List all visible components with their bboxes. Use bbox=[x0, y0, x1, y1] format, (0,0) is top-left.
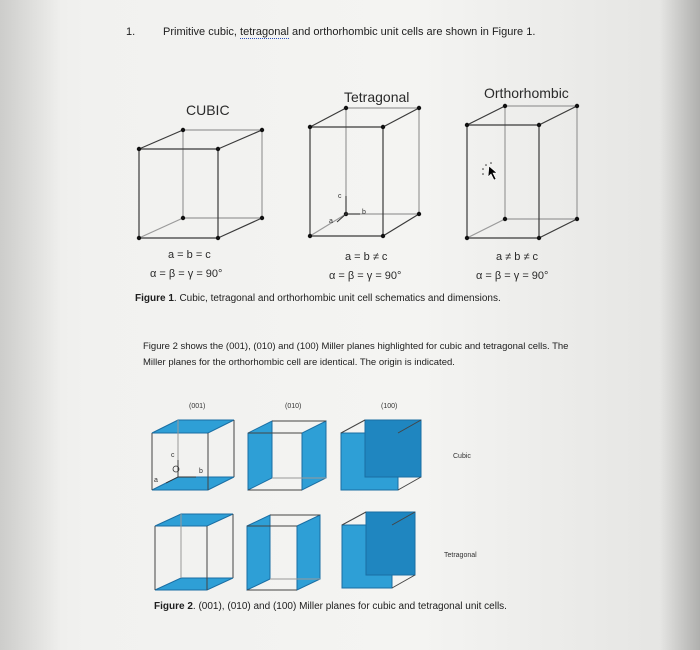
cubic-label: CUBIC bbox=[186, 102, 230, 118]
tetragonal-axis-a-label: a bbox=[329, 218, 333, 225]
fig2-axis-b-label: b bbox=[199, 468, 203, 475]
cubic-001-cell bbox=[152, 420, 234, 490]
plane-label-010: (010) bbox=[285, 403, 302, 410]
orthorhombic-label: Orthorhombic bbox=[484, 85, 569, 101]
figure2-intro-paragraph: Figure 2 shows the (001), (010) and (100) Miller planes highlighted for cubic and tetragonal cells. The Miller planes for the orthorhombic cell are identical. The origin is indicated. bbox=[143, 341, 569, 368]
tetragonal-angles: α = β = γ = 90° bbox=[329, 270, 402, 282]
figure2-caption-label: Figure 2 bbox=[154, 601, 193, 612]
tetragonal-edges: a = b ≠ c bbox=[345, 251, 388, 263]
figure2-caption bbox=[154, 601, 507, 612]
fig2-axis-a-label: a bbox=[154, 477, 158, 484]
question-text-pre: Primitive cubic, bbox=[163, 26, 241, 38]
tetragonal-001-cell bbox=[155, 514, 233, 590]
question-number: 1. bbox=[126, 26, 136, 38]
question-text-underlined: tetragonal bbox=[240, 26, 289, 38]
orthorhombic-edges: a ≠ b ≠ c bbox=[496, 251, 539, 263]
plane-label-001: (001) bbox=[189, 403, 206, 410]
figure2-caption-text: . (001), (010) and (100) Miller planes for cubic and tetragonal unit cells. bbox=[192, 601, 507, 612]
cubic-angles: α = β = γ = 90° bbox=[150, 268, 223, 280]
tetragonal-label: Tetragonal bbox=[344, 89, 410, 105]
cubic-edges: a = b = c bbox=[168, 249, 211, 261]
row-label-cubic: Cubic bbox=[453, 453, 471, 460]
figure1-caption-label: Figure 1 bbox=[135, 293, 174, 304]
tetragonal-axis-b-label: b bbox=[362, 209, 366, 216]
cubic-100-cell bbox=[341, 420, 421, 490]
orthorhombic-angles: α = β = γ = 90° bbox=[476, 270, 549, 282]
tetragonal-100-cell bbox=[342, 512, 415, 588]
figure1-caption-text: . Cubic, tetragonal and orthorhombic unit cell schematics and dimensions. bbox=[173, 293, 501, 304]
plane-label-100: (100) bbox=[381, 403, 398, 410]
row-label-tetragonal: Tetragonal bbox=[444, 552, 477, 559]
cubic-010-cell bbox=[248, 421, 326, 490]
fig2-axis-c-label: c bbox=[171, 452, 175, 459]
tetragonal-010-cell bbox=[247, 515, 320, 590]
question-text-post: and orthorhombic unit cells are shown in Figure 1. bbox=[288, 26, 536, 38]
tetragonal-axis-c-label: c bbox=[338, 193, 342, 200]
